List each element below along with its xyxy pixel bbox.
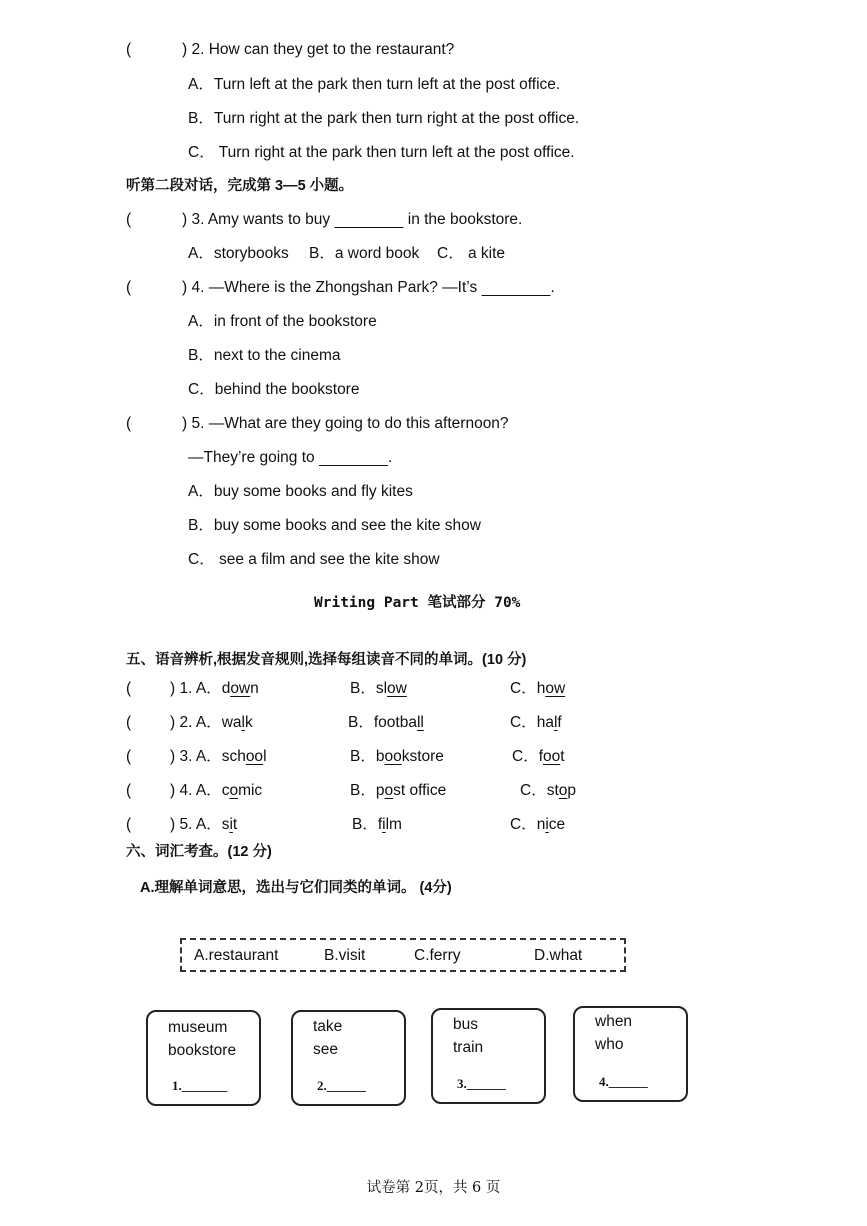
q4-option-c: C．behind the bookstore (188, 381, 360, 398)
question-2-text: ) 2. How can they get to the restaurant? (182, 41, 455, 58)
answer-blank[interactable]: 4.______ (599, 1074, 648, 1089)
q3-option-a: A．storybooks (188, 245, 289, 262)
answer-blank[interactable]: 2.______ (317, 1078, 366, 1093)
phonics-option-b: B．post office (350, 782, 447, 799)
item-number: ) 4. A． (170, 782, 222, 799)
answer-paren[interactable]: ( (126, 680, 132, 697)
q4-option-b: B．next to the cinema (188, 347, 341, 364)
word-c: foot (538, 748, 565, 765)
page-footer: 试卷第 2页，共 6 页 (366, 1180, 501, 1196)
word-group-box-4 (573, 1006, 688, 1102)
question-3-text: ) 3. Amy wants to buy (182, 211, 335, 228)
answer-paren[interactable]: ( (126, 782, 132, 799)
answer-blank[interactable]: 3.______ (457, 1076, 506, 1091)
word-c: how (536, 680, 566, 697)
instruction-2: 听第二段对话，完成第 3—5 小题。 (126, 178, 354, 194)
choice-d: D.what (534, 947, 583, 964)
answer-blank[interactable]: 1._______ (172, 1078, 228, 1093)
answer-paren[interactable]: ( (126, 748, 132, 765)
section-6-title: 六、词汇考查。(12 分) (126, 844, 272, 860)
phonics-row (126, 747, 267, 767)
word-b: slow (375, 680, 407, 697)
group-word: take (313, 1018, 343, 1035)
group-word: bus (453, 1016, 478, 1033)
answer-paren[interactable]: ( (126, 714, 132, 731)
word-a: walk (221, 714, 253, 731)
group-word: see (313, 1041, 338, 1058)
group-word: when (595, 1013, 633, 1030)
answer-blank[interactable]: ________ (318, 449, 388, 466)
phonics-option-c: C．nice (510, 816, 566, 833)
phonics-option-c: C．stop (520, 782, 577, 799)
word-c: nice (536, 816, 566, 833)
word-a: school (221, 748, 267, 765)
question-4-end: . (550, 279, 555, 296)
item-number: ) 3. A． (170, 748, 222, 765)
word-a: comic (221, 782, 263, 799)
q2-option-a: A．Turn left at the park then turn left at the post office. (188, 76, 561, 93)
answer-paren[interactable]: ( (126, 41, 132, 58)
answer-blank[interactable]: ________ (334, 211, 404, 228)
phonics-row (126, 679, 259, 699)
word-c: half (536, 714, 562, 731)
word-choice-box (180, 938, 626, 972)
q2-option-c: C． Turn right at the park then turn left at the post office. (188, 144, 575, 161)
question-5-line2 (188, 448, 392, 468)
question-2 (126, 40, 454, 60)
section-6-part-a: A.理解单词意思，选出与它们同类的单词。 (4分) (140, 880, 452, 896)
question-4 (126, 278, 555, 298)
phonics-option-c: C．how (510, 680, 566, 697)
question-3-text-end: in the bookstore. (403, 211, 523, 228)
word-a: sit (221, 816, 238, 833)
phonics-option-c: C．half (510, 714, 562, 731)
word-b: post office (375, 782, 447, 799)
answer-paren[interactable]: ( (126, 279, 132, 296)
question-3 (126, 210, 522, 230)
word-group-box-3 (431, 1008, 546, 1104)
word-group-box-2 (291, 1010, 406, 1106)
q5-option-c: C． see a film and see the kite show (188, 551, 440, 568)
group-word: museum (168, 1019, 228, 1036)
word-group-box-1 (146, 1010, 261, 1106)
phonics-option-b: B．slow (350, 680, 407, 697)
item-number: ) 1. A． (170, 680, 222, 697)
phonics-row (126, 815, 237, 835)
choice-b: B.visit (324, 947, 366, 964)
question-5 (126, 414, 509, 434)
word-b: bookstore (375, 748, 444, 765)
group-word: train (453, 1039, 484, 1056)
word-a: down (221, 680, 259, 697)
phonics-row (126, 781, 262, 801)
q3-option-c: C． a kite (437, 245, 506, 262)
phonics-option-b: B．film (352, 816, 402, 833)
writing-part-title: Writing Part 笔试部分 70% (314, 595, 521, 611)
group-word: bookstore (168, 1042, 237, 1059)
word-b: film (377, 816, 402, 833)
answer-paren[interactable]: ( (126, 816, 132, 833)
answer-blank[interactable]: ________ (481, 279, 551, 296)
q4-option-a: A．in front of the bookstore (188, 313, 377, 330)
q5-line2-end: . (387, 449, 393, 466)
question-5-text: ) 5. —What are they going to do this afternoon? (182, 415, 509, 432)
answer-paren[interactable]: ( (126, 415, 132, 432)
q2-option-b: B．Turn right at the park then turn right at the post office. (188, 110, 580, 127)
phonics-option-c: C．foot (512, 748, 565, 765)
q5-option-a: A．buy some books and fly kites (188, 483, 413, 500)
q5-option-b: B．buy some books and see the kite show (188, 517, 481, 534)
answer-paren[interactable]: ( (126, 211, 132, 228)
word-c: stop (546, 782, 577, 799)
word-b: football (373, 714, 424, 731)
choice-a: A.restaurant (194, 947, 279, 964)
choice-c: C.ferry (414, 947, 461, 964)
item-number: ) 2. A． (170, 714, 222, 731)
section-5-title: 五、语音辨析,根据发音规则,选择每组读音不同的单词。(10 分) (126, 652, 527, 668)
q3-option-b: B．a word book (309, 245, 420, 262)
item-number: ) 5. A． (170, 816, 222, 833)
group-word: who (595, 1036, 624, 1053)
question-4-text: ) 4. —Where is the Zhongshan Park? —It’s (182, 279, 482, 296)
phonics-row (126, 713, 253, 733)
phonics-option-b: B．bookstore (350, 748, 444, 765)
q5-line2-text: —They’re going to (188, 449, 319, 466)
phonics-option-b: B．football (348, 714, 424, 731)
